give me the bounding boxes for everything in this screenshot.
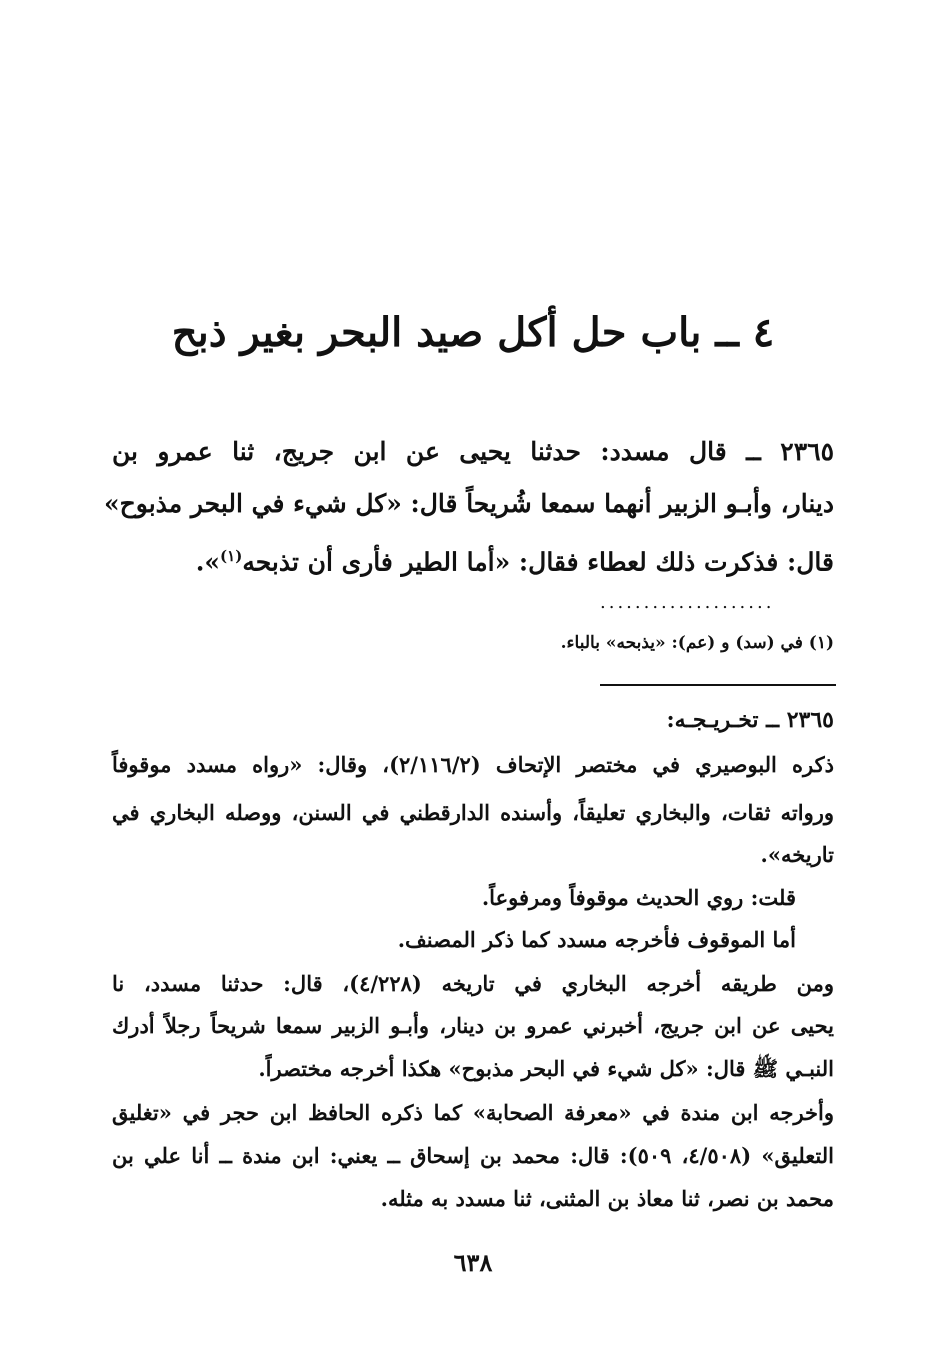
chapter-title: ٤ ــ باب حل أكل صيد البحر بغير ذبح [171,309,775,356]
footnote: (١) في (سد) و (عم): «يذبحه» بالباء. [560,633,834,653]
takhrij-line-4: قلت: روي الحديث موقوفاً ومرفوعاً. [481,885,796,910]
takhrij-line-1: ذكره البوصيري في مختصر الإتحاف (٢/١١٦/٢)، وقال: «رواه مسدد موقوفاً [112,752,834,777]
page-number: ٦٣٨ [453,1248,493,1277]
takhrij-heading: ٢٣٦٥ ــ تخـريـجـه: [666,707,834,733]
takhrij-line-8: النبـي ﷺ قال: «كل شيء في البحر مذبوح» هكذا أخرجه مختصراً. [258,1056,834,1081]
hadith-line-3 [112,536,834,582]
takhrij-line-2: ورواته ثقات، والبخاري تعليقاً، وأسنده الدارقطني في السنن، ووصله البخاري في [112,800,834,825]
takhrij-line-11: محمد بن نصر، ثنا معاذ بن المثنى، ثنا مسدد به مثله. [380,1186,834,1211]
takhrij-line-3: تاريخه». [760,842,834,867]
takhrij-line-5: أما الموقوف فأخرجه مسدد كما ذكر المصنف. [397,927,796,952]
hadith-line-3-text: قال: فذكرت ذلك لعطاء فقال: «أما الطير فأرى أن تذبحه [242,547,834,577]
takhrij-line-10: التعليق» (٤/٥٠٨، ٥٠٩): قال: محمد بن إسحاق ــ يعني: ابن مندة ــ أنا علي بن [112,1143,834,1168]
hadith-line-3-end: ». [195,547,221,577]
separator-dots: .................... [600,592,775,612]
takhrij-line-7: يحيى عن ابن جريج، أخبرني عمرو بن دينار، وأبـو الزبير سمعا شريحاً رجلاً أدرك [112,1013,834,1038]
footnote-marker: (١) [220,547,243,565]
takhrij-line-6: ومن طريقه أخرجه البخاري في تاريخه (٤/٢٢٨)، قال: حدثنا مسدد، نا [112,971,834,996]
section-rule [600,684,836,686]
hadith-line-2: دينار، وأبـو الزبير أنهما سمعا شُريحاً قال: «كل شيء في البحر مذبوح» [104,489,834,518]
takhrij-line-9: وأخرجه ابن مندة في «معرفة الصحابة» كما ذكره الحافظ ابن حجر في «تغليق [112,1100,834,1125]
hadith-line-1: ٢٣٦٥ ــ قال مسدد: حدثنا يحيى عن ابن جريج، ثنا عمرو بن [112,437,834,466]
